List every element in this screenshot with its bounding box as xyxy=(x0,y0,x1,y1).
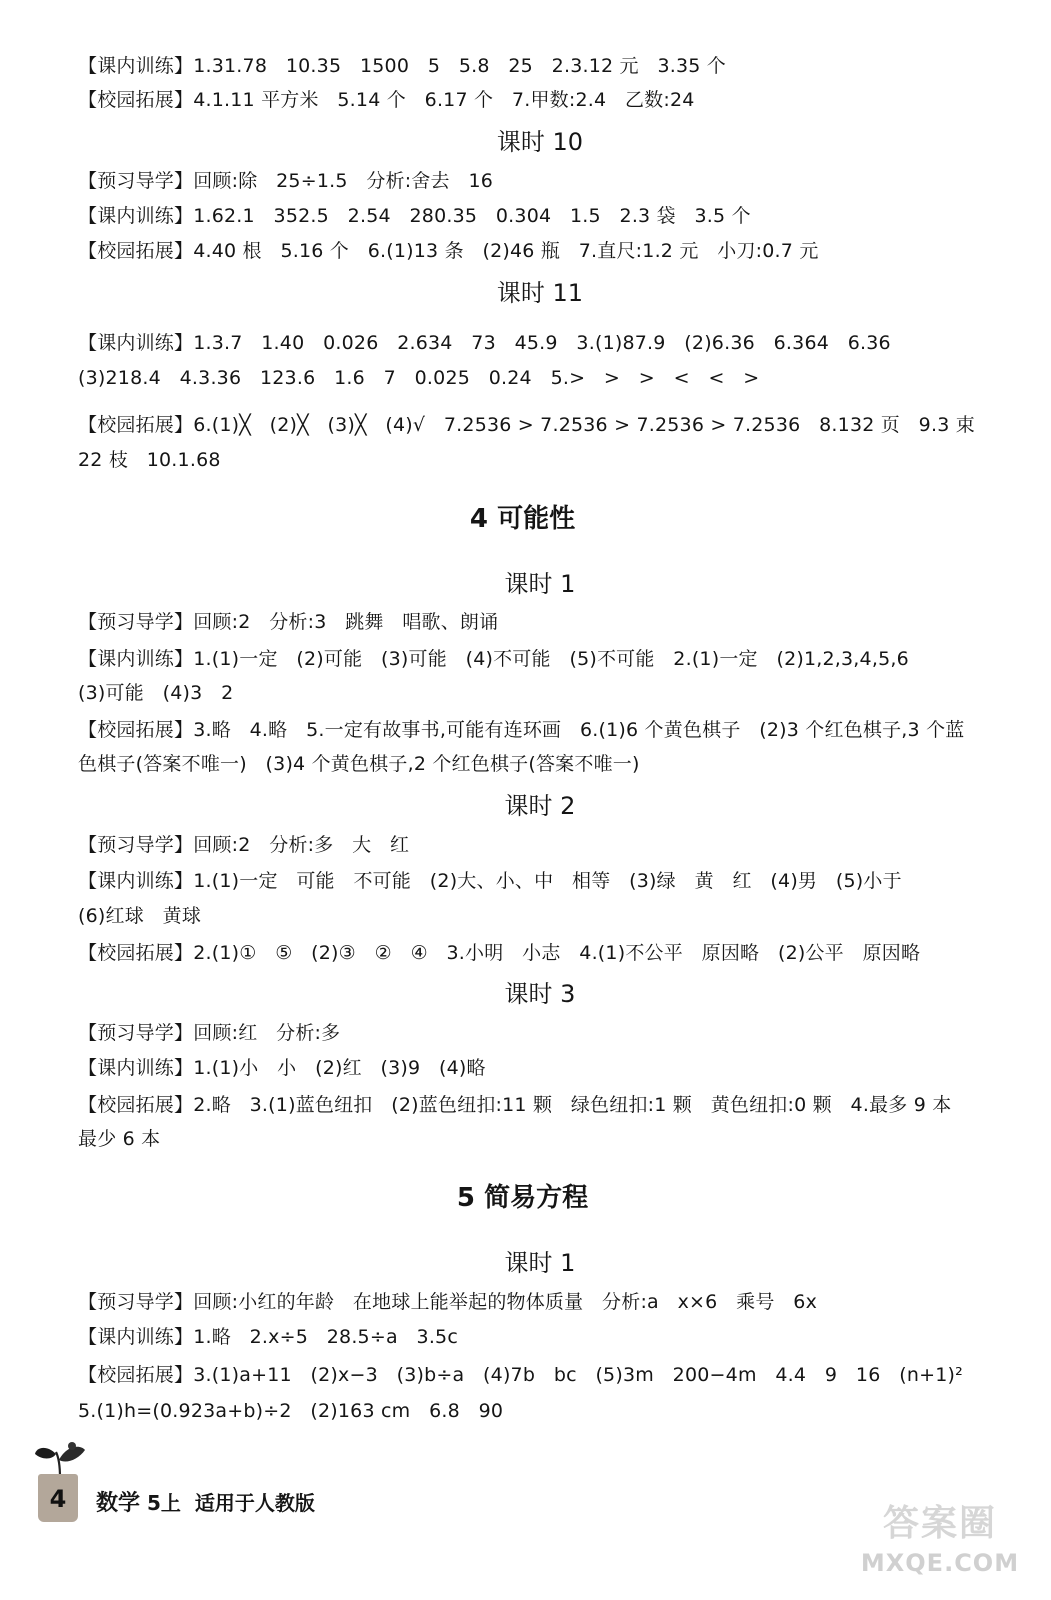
footer-edition: 适用于人教版 xyxy=(194,1491,315,1515)
chapter-heading: 5 简易方程 xyxy=(456,1183,589,1213)
lesson-heading: 课时 2 xyxy=(504,792,576,820)
answer-line: 【课内训练】1.62.1 352.5 2.54 280.35 0.304 1.5 2.3 袋 3.5 个 xyxy=(78,205,751,227)
watermark-logo xyxy=(860,1500,1020,1596)
answer-line: 【预习导学】回顾:2 分析:3 跳舞 唱歌、朗诵 xyxy=(78,611,499,633)
footer-grade: 5上 xyxy=(146,1491,181,1515)
answer-line: 【校园拓展】2.(1)① ⑤ (2)③ ② ④ 3.小明 小志 4.(1)不公平 原因略 (2)公平 原因略 xyxy=(78,942,921,964)
answer-line: 【预习导学】回顾:除 25÷1.5 分析:舍去 16 xyxy=(78,170,494,192)
page-number: 4 xyxy=(38,1474,78,1522)
answer-line: 【课内训练】1.略 2.x÷5 28.5÷a 3.5c xyxy=(78,1326,458,1348)
answer-line: (6)红球 黄球 xyxy=(78,905,202,927)
answer-line: 【课内训练】1.(1)一定 可能 不可能 (2)大、小、中 相等 (3)绿 黄 红 (4)男 (5)小于 xyxy=(78,870,902,892)
answer-line: (3)可能 (4)3 2 xyxy=(78,682,234,704)
answer-line: 【课内训练】1.(1)小 小 (2)红 (3)9 (4)略 xyxy=(78,1057,486,1079)
answer-line: 【课内训练】1.3.7 1.40 0.026 2.634 73 45.9 3.(1)87.9 (2)6.36 6.364 6.36 xyxy=(78,332,891,354)
answer-line: 【校园拓展】6.(1)╳ (2)╳ (3)╳ (4)√ 7.2536 > 7.2536 > 7.2536 > 7.2536 8.132 页 9.3 束 xyxy=(78,414,975,436)
lesson-heading: 课时 1 xyxy=(504,570,576,598)
watermark-url: MXQE.COM xyxy=(860,1549,1020,1577)
answer-line: (3)218.4 4.3.36 123.6 1.6 7 0.025 0.24 5.> > > < < > xyxy=(78,367,760,389)
chapter-heading: 4 可能性 xyxy=(469,504,576,534)
answer-line: 【校园拓展】4.1.11 平方米 5.14 个 6.17 个 7.甲数:2.4 乙数:24 xyxy=(78,89,695,111)
watermark-text: 答案圈 xyxy=(882,1503,997,1544)
footer-caption xyxy=(96,1486,315,1517)
answer-line: 【校园拓展】3.略 4.略 5.一定有故事书,可能有连环画 6.(1)6 个黄色棋子 (2)3 个红色棋子,3 个蓝 xyxy=(78,719,965,741)
lesson-heading: 课时 11 xyxy=(496,279,584,307)
page-footer xyxy=(30,1440,390,1530)
answer-line: 【预习导学】回顾:红 分析:多 xyxy=(78,1022,341,1044)
answer-line: 【校园拓展】3.(1)a+11 (2)x−3 (3)b÷a (4)7b bc (5)3m 200−4m 4.4 9 16 (n+1)² xyxy=(78,1364,963,1386)
footer-subject: 数学 xyxy=(96,1491,141,1516)
answer-line: 【校园拓展】4.40 根 5.16 个 6.(1)13 条 (2)46 瓶 7.直尺:1.2 元 小刀:0.7 元 xyxy=(78,240,819,262)
answer-line: 色棋子(答案不唯一) (3)4 个黄色棋子,2 个红色棋子(答案不唯一) xyxy=(78,753,640,775)
answer-line: 【预习导学】回顾:2 分析:多 大 红 xyxy=(78,834,410,856)
answer-line: 最少 6 本 xyxy=(78,1128,161,1150)
answer-line: 5.(1)h=(0.923a+b)÷2 (2)163 cm 6.8 90 xyxy=(78,1400,504,1422)
lesson-heading: 课时 1 xyxy=(504,1249,576,1277)
answer-line: 【校园拓展】2.略 3.(1)蓝色纽扣 (2)蓝色纽扣:11 颗 绿色纽扣:1 颗 黄色纽扣:0 颗 4.最多 9 本 xyxy=(78,1094,952,1116)
answer-line: 【预习导学】回顾:小红的年龄 在地球上能举起的物体质量 分析:a x×6 乘号 6x xyxy=(78,1291,818,1313)
lesson-heading: 课时 10 xyxy=(496,128,584,156)
answer-line: 22 枝 10.1.68 xyxy=(78,449,221,471)
answer-line: 【课内训练】1.(1)一定 (2)可能 (3)可能 (4)不可能 (5)不可能 2.(1)一定 (2)1,2,3,4,5,6 xyxy=(78,648,909,670)
lesson-heading: 课时 3 xyxy=(504,980,576,1008)
answer-line: 【课内训练】1.31.78 10.35 1500 5 5.8 25 2.3.12 元 3.35 个 xyxy=(78,55,726,77)
